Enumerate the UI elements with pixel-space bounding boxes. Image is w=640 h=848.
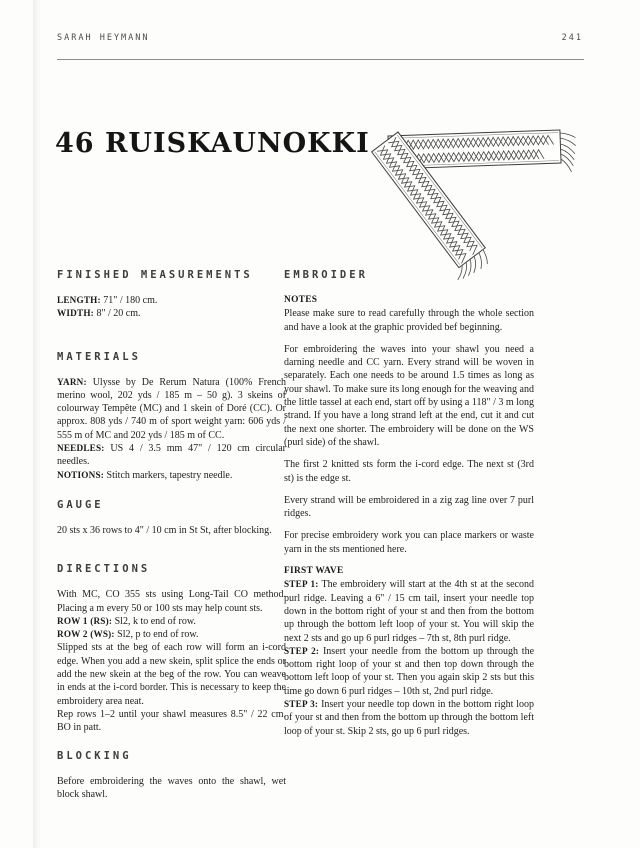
section-gauge	[57, 500, 286, 537]
needles-text: US 4 / 3.5 mm 47" / 120 cm circular needles.	[57, 443, 287, 468]
section-directions	[57, 564, 286, 734]
right-column	[284, 270, 534, 738]
step3-text: Insert your needle top down in the bottom right loop of your st and then from the bottom up through the bottom left loop of your st. Skip 2 sts, go up 6 purl ridges.	[284, 699, 535, 737]
first-wave-subheading: FIRST WAVE	[284, 566, 344, 577]
notes-paragraph-2: For embroidering the waves into your shawl you need a darning needle and CC yarn. Every strand will be woven in separately. Each one needs to be around 1.5 times as long as your shawl. To make sure its long enough for the weaving and the little tassel at each end, start off by using a 118" / 3 m long strand. If you have a long strand left at the end, cut it and cut the next one shorter. The embroidery will be done on the WS (purl side) of the shawl.	[284, 343, 534, 448]
row1-label: ROW 1 (RS):	[57, 615, 113, 626]
notions-paragraph	[57, 469, 286, 482]
finished-measurements-heading: FINISHED MEASUREMENTS	[57, 269, 253, 281]
needles-paragraph	[57, 442, 286, 469]
step1-text: The embroidery will start at the 4th st at the second purl ridge. Leaving a 6" / 15 cm tail, insert your needle top down in the bottom right of your st and then from the bottom up through the bottom left loop of your st. You will skip the next 2 sts and go up 6 purl ridges – 7th st, 8th purl ridge.	[284, 579, 534, 644]
embroider-heading: EMBROIDER	[284, 269, 368, 281]
yarn-label: YARN:	[57, 376, 87, 387]
step3-paragraph	[284, 698, 534, 738]
yarn-text: Ulysse by De Rerum Natura (100% French merino wool, 202 yds / 185 m – 50 g). 3 skeins of colourway Tempête (MC) and 1 skein of Doré (CC). Or approx. 808 yds / 740 m of sport weight yarn: 606 yds / 555 m of MC and 202 yds / 185 m of CC.	[57, 376, 287, 441]
section-finished-measurements	[57, 270, 286, 321]
step1-paragraph	[284, 578, 534, 644]
width-line	[57, 307, 286, 320]
row2-text: Sl2, p to end of row.	[117, 629, 199, 641]
page-number: 241	[561, 33, 583, 43]
section-materials	[57, 352, 286, 482]
step2-paragraph	[284, 645, 534, 698]
scarf-fringe-right	[560, 132, 576, 171]
gauge-heading: GAUGE	[57, 498, 104, 511]
needles-label: NEEDLES:	[57, 443, 105, 454]
gauge-text: 20 sts x 36 rows to 4" / 10 cm in St St, after blocking.	[57, 524, 272, 536]
page-gutter-shadow	[33, 0, 41, 848]
length-line	[57, 294, 286, 307]
section-embroider	[284, 270, 534, 738]
length-value: 71" / 180 cm.	[103, 295, 158, 306]
blocking-heading: BLOCKING	[57, 749, 132, 762]
notes-subheading: NOTES	[284, 295, 318, 305]
left-column	[57, 270, 286, 801]
directions-notes: Slipped sts at the beg of each row will form an i-cord edge. When you add a new skein, split splice the ends or add the new skein at the beg of the row. You can weave in ends at the i-cord border. This is necessary to keep the embroidery area neat.	[57, 642, 286, 707]
pattern-title: 46 RUISKAUNOKKI	[55, 128, 370, 159]
directions-heading: DIRECTIONS	[57, 563, 151, 576]
step2-text: Insert your needle from the bottom up through the bottom right loop of your st and then top down through the bottom left loop of your st. Then you again skip 2 sts but this time go down 6 purl ridges – 10th st, 2nd purl ridge.	[284, 645, 535, 697]
width-label: WIDTH:	[57, 308, 94, 319]
materials-heading: MATERIALS	[57, 350, 141, 363]
notions-label: NOTIONS:	[57, 469, 105, 480]
notes-paragraph-5: For precise embroidery work you can place markers or waste yarn in the sts mentioned here.	[284, 530, 534, 555]
header-rule	[57, 59, 584, 60]
row1-text: Sl2, k to end of row.	[114, 615, 196, 627]
notes-paragraph-1: Please make sure to read carefully through the whole section and have a look at the graphic provided bef beginning.	[284, 308, 534, 333]
running-header-author: SARAH HEYMANN	[57, 33, 150, 43]
scarf-sketch-icon	[368, 102, 613, 284]
row2-label: ROW 2 (WS):	[57, 629, 115, 640]
yarn-paragraph	[57, 376, 286, 442]
length-label: LENGTH:	[57, 295, 101, 305]
step3-label: STEP 3:	[284, 699, 319, 710]
directions-repeat: Rep rows 1–2 until your shawl measures 8.5" / 22 cm. BO in patt.	[57, 708, 286, 734]
directions-intro: With MC, CO 355 sts using Long-Tail CO method. Placing a m every 50 or 100 sts may help count sts.	[57, 589, 286, 614]
step2-label: STEP 2:	[284, 645, 320, 656]
blocking-text: Before embroidering the waves onto the shawl, wet block shawl.	[57, 775, 286, 800]
width-value: 8" / 20 cm.	[96, 308, 141, 320]
running-header	[57, 33, 583, 43]
step1-label: STEP 1:	[284, 579, 319, 590]
notes-paragraph-4: Every strand will be embroidered in a zig zag line over 7 purl ridges.	[284, 494, 534, 520]
row2-line	[57, 628, 286, 641]
section-blocking	[57, 751, 286, 802]
row1-line	[57, 615, 286, 628]
notes-paragraph-3: The first 2 knitted sts form the i-cord edge. The next st (3rd st) is the edge st.	[284, 459, 534, 484]
notions-text: Stitch markers, tapestry needle.	[106, 469, 233, 481]
